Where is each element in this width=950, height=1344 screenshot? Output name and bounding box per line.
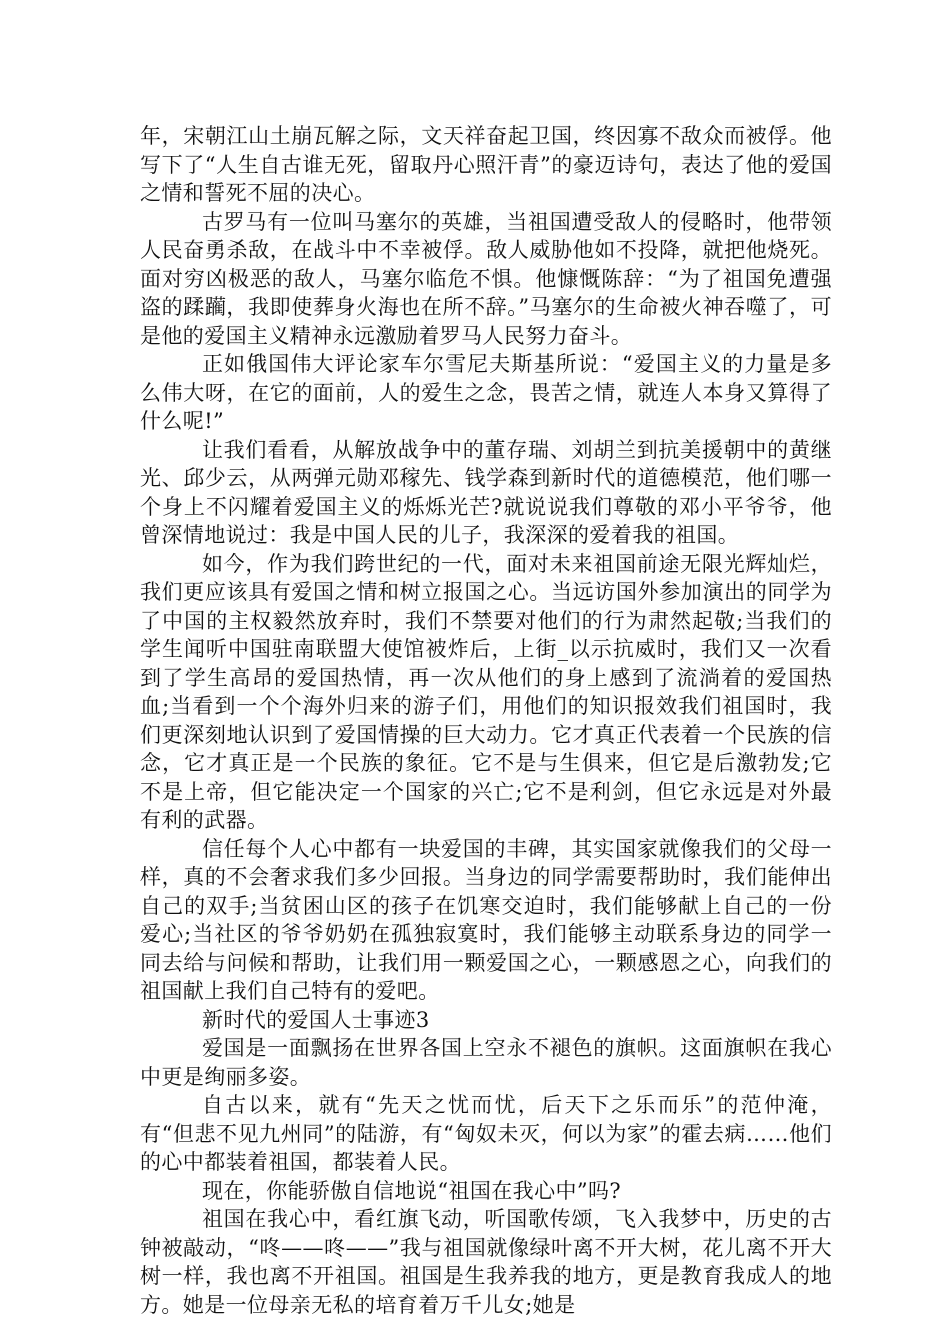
section-heading: 新时代的爱国人士事迹3 bbox=[201, 1007, 430, 1032]
paragraph-flag: 爱国是一面飘扬在世界各国上空永不褪色的旗帜。这面旗帜在我心中更是绚丽多姿。 bbox=[140, 1036, 832, 1089]
paragraph-new-generation: 如今，作为我们跨世纪的一代，面对未来祖国前途无限光辉灿烂，我们更应该具有爱国之情和树立报国之心。当远访国外参加演出的同学为了中国的主权毅然放弃时，我们不禁要对他们的行为肃然起敬;当我们的学生闻听中国驻南联盟大使馆被炸后，上街_以示抗威时，我们又一次看到了学生高昂的爱国热情，再一次从他们的身上感到了流淌着的爱国热血;当看到一个个海外归来的游子们，用他们的知识报效我们祖国时，我们更深刻地认识到了爱国情操的巨大动力。它才真正代表着一个民族的信念，它才真正是一个民族的象征。它不是与生俱来，但它是后激勃发;它不是上帝，但它能决定一个国家的兴亡;它不是利剑，但它永远是对外最有利的武器。 bbox=[140, 551, 832, 832]
paragraph-motherland-in-heart: 祖国在我心中，看红旗飞动，听国歌传颂，飞入我梦中，历史的古钟被敲动，“咚——咚——”我与祖国就像绿叶离不开大树，花儿离不开大树一样，我也离不开祖国。祖国是生我养我的地方，更是教育我成人的地方。她是一位母亲无私的培育着万千儿女;她是 bbox=[140, 1207, 832, 1317]
paragraph-ancient-patriots: 自古以来，就有“先天之忧而忧，后天下之乐而乐”的范仲淹，有“但悲不见九州同”的陆游，有“匈奴未灭，何以为家”的霍去病……他们的心中都装着祖国，都装着人民。 bbox=[140, 1093, 832, 1174]
paragraph-chernyshevsky-quote: 正如俄国伟大评论家车尔雪尼夫斯基所说：“爱国主义的力量是多么伟大呀，在它的面前，人的爱生之念，畏苦之情，就连人本身又算得了什么呢!” bbox=[140, 352, 832, 433]
paragraph-marcel: 古罗马有一位叫马塞尔的英雄，当祖国遭受敌人的侵略时，他带领人民奋勇杀敌，在战斗中不幸被俘。敌人威胁他如不投降，就把他烧死。面对穷凶极恶的敌人，马塞尔临危不惧。他慷慨陈辞：“为了祖国免遭强盗的蹂躏，我即使葬身火海也在所不辞。”马塞尔的生命被火神吞噬了，可是他的爱国主义精神永远激励着罗马人民努力奋斗。 bbox=[140, 209, 832, 348]
paragraph-heroes: 让我们看看，从解放战争中的董存瑞、刘胡兰到抗美援朝中的黄继光、邱少云，从两弹元勋邓稼先、钱学森到新时代的道德模范，他们哪一个身上不闪耀着爱国主义的烁烁光芒?就说说我们尊敬的邓小平爷爷，他曾深情地说过：我是中国人民的儿子，我深深的爱着我的祖国。 bbox=[140, 437, 832, 547]
paragraph-wen-tianxiang: 年，宋朝江山土崩瓦解之际，文天祥奋起卫国，终因寡不敌众而被俘。他写下了“人生自古谁无死，留取丹心照汗青”的豪迈诗句，表达了他的爱国之情和誓死不屈的决心。 bbox=[140, 124, 832, 205]
paragraph-question: 现在，你能骄傲自信地说“祖国在我心中”吗? bbox=[201, 1178, 622, 1203]
paragraph-patriotic-monument: 信任每个人心中都有一块爱国的丰碑，其实国家就像我们的父母一样，真的不会奢求我们多少回报。当身边的同学需要帮助时，我们能伸出自己的双手;当贫困山区的孩子在饥寒交迫时，我们能够献上自己的一份爱心;当社区的爷爷奶奶在孤独寂寞时，我们能够主动联系身边的同学一同去给与问候和帮助，让我们用一颗爱国之心，一颗感恩之心，向我们的祖国献上我们自己特有的爱吧。 bbox=[140, 836, 832, 1003]
document-body bbox=[140, 122, 832, 1319]
